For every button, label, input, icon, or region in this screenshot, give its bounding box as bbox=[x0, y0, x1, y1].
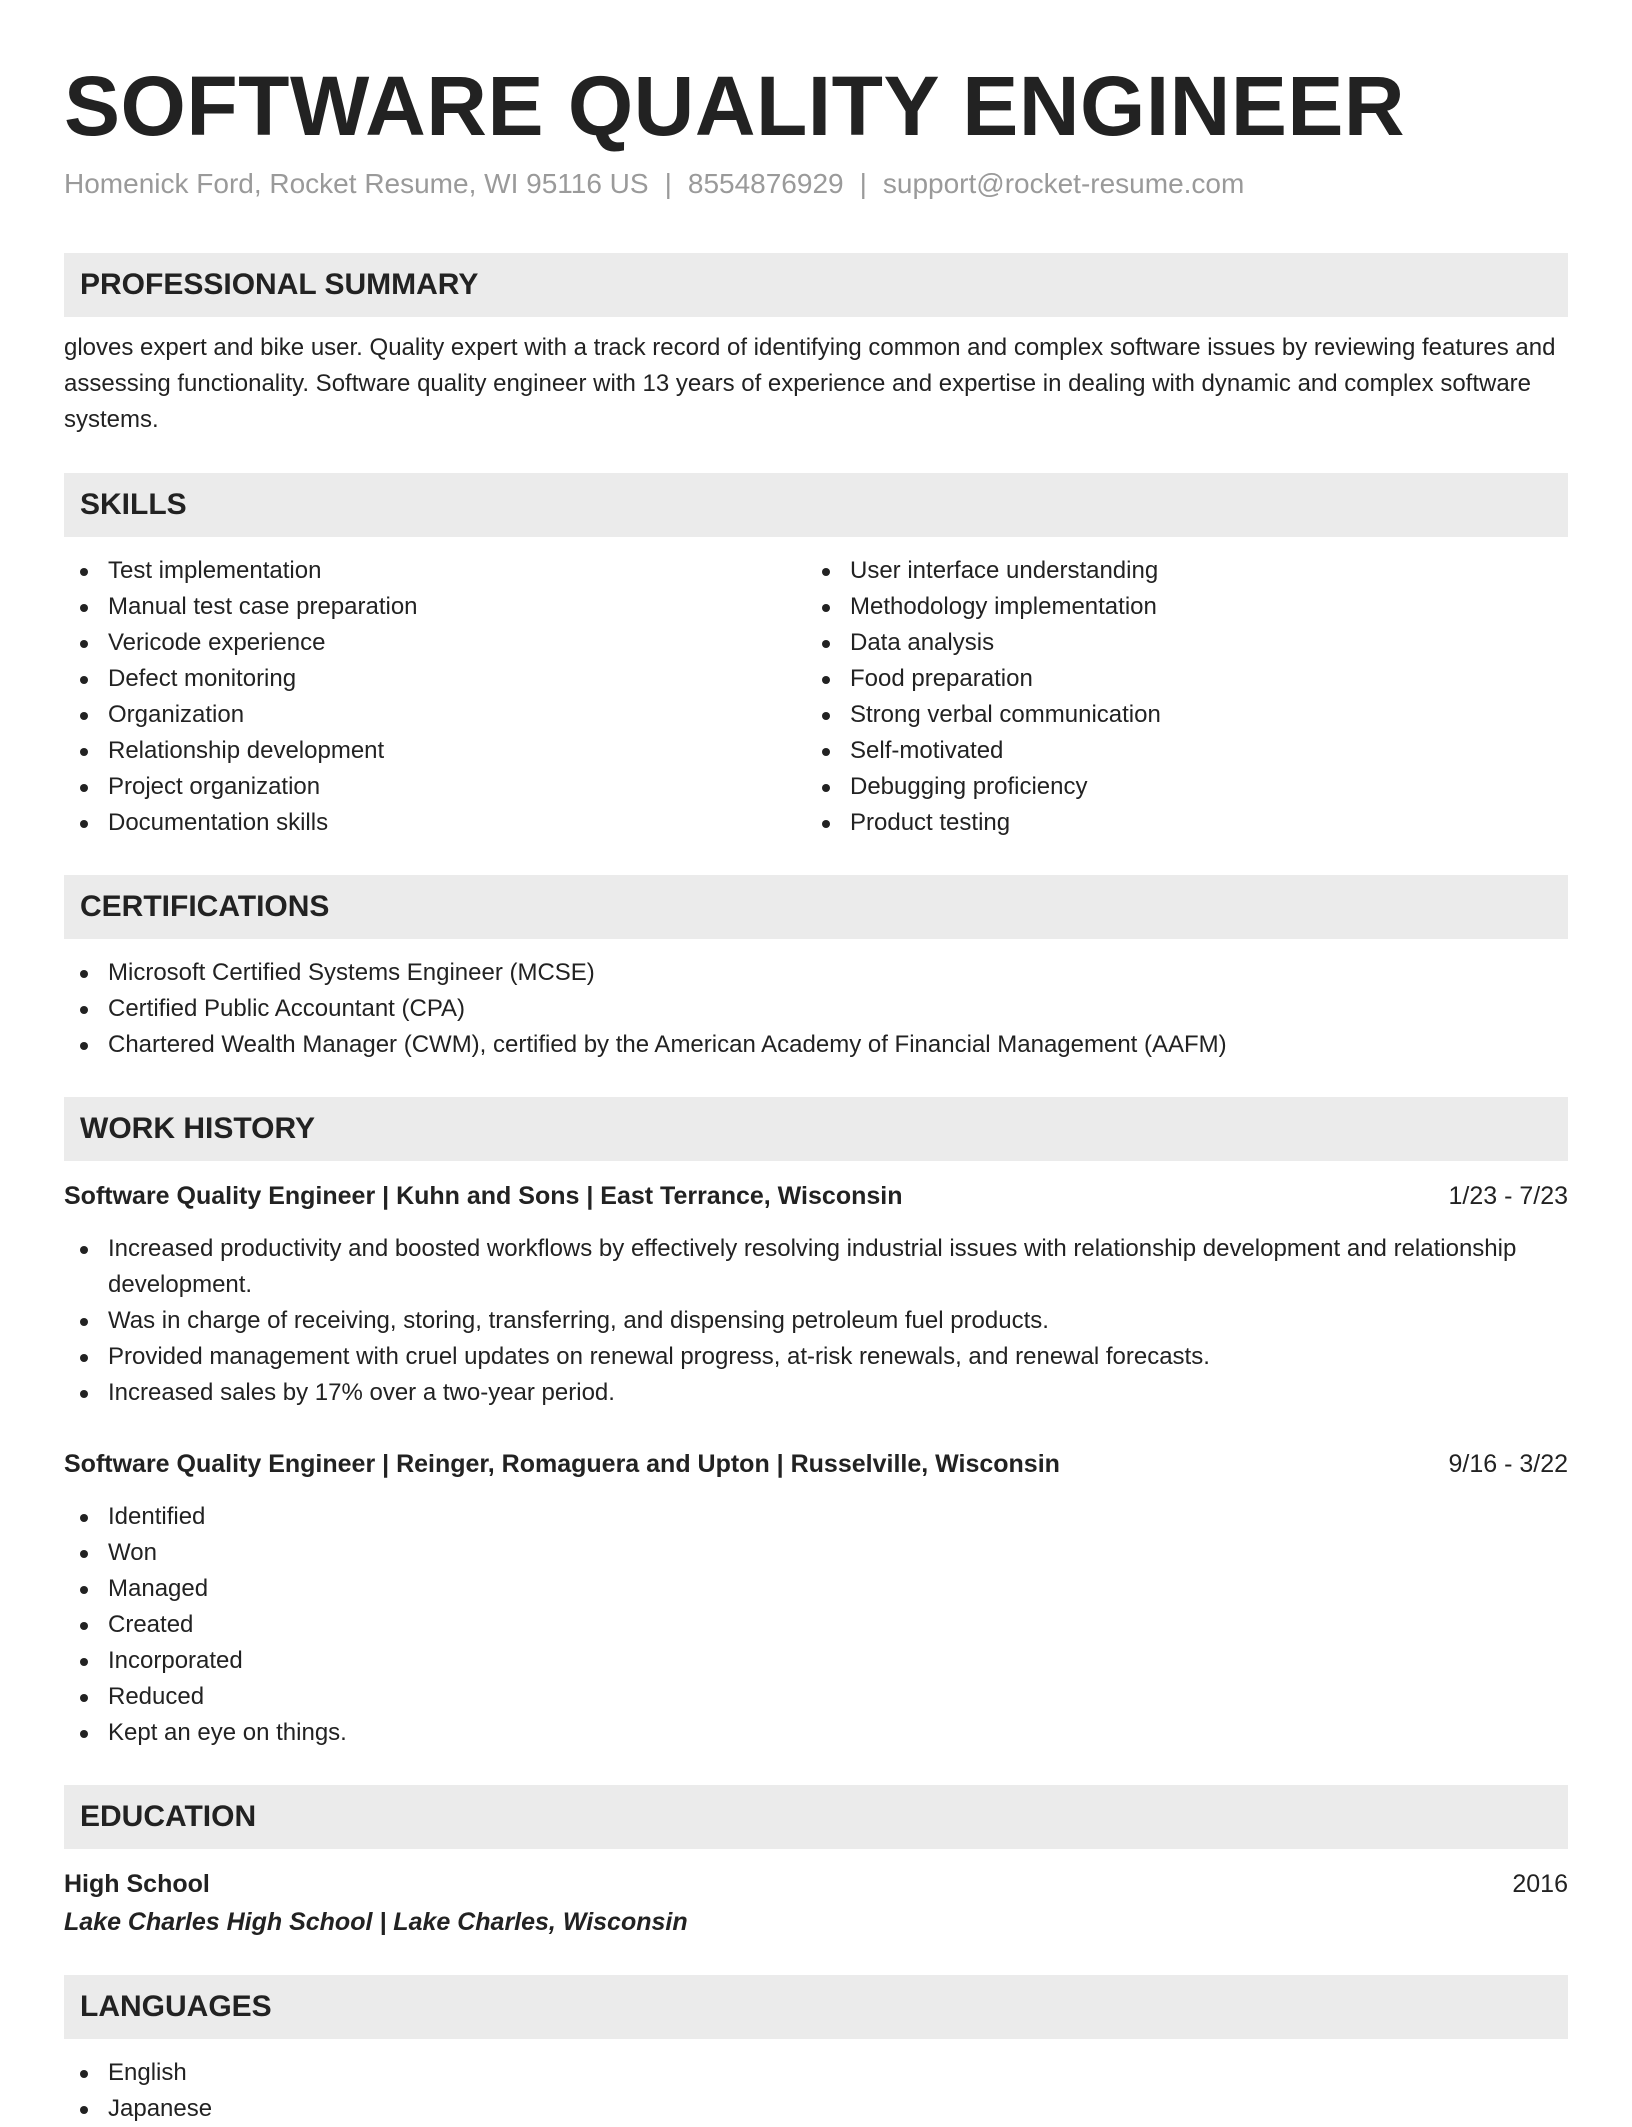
job-header bbox=[64, 1446, 1568, 1482]
section-header-education bbox=[64, 1785, 1568, 1849]
list-item: Won bbox=[64, 1535, 1564, 1571]
list-item: Increased sales by 17% over a two-year period. bbox=[64, 1375, 1564, 1411]
section-title-education: EDUCATION bbox=[80, 1800, 257, 1833]
section-header-certifications bbox=[64, 875, 1568, 939]
section-title-certifications: CERTIFICATIONS bbox=[80, 890, 330, 923]
list-item: Certified Public Accountant (CPA) bbox=[64, 991, 1568, 1027]
list-item: English bbox=[64, 2055, 1568, 2091]
list-item: Identified bbox=[64, 1499, 1564, 1535]
list-item: Reduced bbox=[64, 1679, 1564, 1715]
list-item: Organization bbox=[64, 697, 804, 733]
list-item: Microsoft Certified Systems Engineer (MCSE) bbox=[64, 955, 1568, 991]
list-item: Data analysis bbox=[806, 625, 1546, 661]
skills-list-left bbox=[64, 553, 804, 841]
contact-separator: | bbox=[859, 168, 867, 199]
page-title: SOFTWARE QUALITY ENGINEER bbox=[64, 59, 1406, 153]
education-school: Lake Charles High School | Lake Charles, Wisconsin bbox=[64, 1908, 688, 1936]
list-item: Documentation skills bbox=[64, 805, 804, 841]
education-degree: High School bbox=[64, 1870, 210, 1898]
section-header-work-history bbox=[64, 1097, 1568, 1161]
section-title-skills: SKILLS bbox=[80, 488, 187, 521]
job-dates: 1/23 - 7/23 bbox=[1448, 1182, 1568, 1210]
list-item: Food preparation bbox=[806, 661, 1546, 697]
section-header-languages bbox=[64, 1975, 1568, 2039]
list-item: Relationship development bbox=[64, 733, 804, 769]
list-item: Managed bbox=[64, 1571, 1564, 1607]
section-header-summary bbox=[64, 253, 1568, 317]
list-item: Manual test case preparation bbox=[64, 589, 804, 625]
list-item: Increased productivity and boosted workflows by effectively resolving industrial issues with relationship development and relationship development. bbox=[64, 1231, 1564, 1303]
list-item: Debugging proficiency bbox=[806, 769, 1546, 805]
job-header bbox=[64, 1178, 1568, 1214]
list-item: Product testing bbox=[806, 805, 1546, 841]
contact-line bbox=[64, 166, 1244, 202]
contact-address: Homenick Ford, Rocket Resume, WI 95116 US bbox=[64, 168, 649, 199]
list-item: Vericode experience bbox=[64, 625, 804, 661]
job-title: Software Quality Engineer | Reinger, Romaguera and Upton | Russelville, Wisconsin bbox=[64, 1450, 1060, 1478]
section-title-summary: PROFESSIONAL SUMMARY bbox=[80, 268, 479, 301]
languages-list bbox=[64, 2055, 1568, 2127]
education-header bbox=[64, 1866, 1568, 1902]
list-item: Japanese bbox=[64, 2091, 1568, 2127]
list-item: User interface understanding bbox=[806, 553, 1546, 589]
list-item: Strong verbal communication bbox=[806, 697, 1546, 733]
list-item: Methodology implementation bbox=[806, 589, 1546, 625]
summary-text: gloves expert and bike user. Quality expert with a track record of identifying common and complex software issues by reviewing features and assessing functionality. Software quality engineer with 13 years of experience and expertise in dealing with dynamic and complex software systems. bbox=[64, 334, 1556, 433]
list-item: Was in charge of receiving, storing, transferring, and dispensing petroleum fuel products. bbox=[64, 1303, 1564, 1339]
section-header-skills bbox=[64, 473, 1568, 537]
job-dates: 9/16 - 3/22 bbox=[1448, 1450, 1568, 1478]
list-item: Incorporated bbox=[64, 1643, 1564, 1679]
list-item: Test implementation bbox=[64, 553, 804, 589]
job-bullets bbox=[64, 1499, 1564, 1751]
list-item: Created bbox=[64, 1607, 1564, 1643]
list-item: Self-motivated bbox=[806, 733, 1546, 769]
list-item: Provided management with cruel updates on renewal progress, at-risk renewals, and renewal forecasts. bbox=[64, 1339, 1564, 1375]
list-item: Chartered Wealth Manager (CWM), certified by the American Academy of Financial Management (AAFM) bbox=[64, 1027, 1568, 1063]
job-title: Software Quality Engineer | Kuhn and Sons | East Terrance, Wisconsin bbox=[64, 1182, 903, 1210]
certifications-list bbox=[64, 955, 1568, 1063]
contact-separator: | bbox=[664, 168, 672, 199]
section-title-work-history: WORK HISTORY bbox=[80, 1112, 316, 1145]
list-item: Project organization bbox=[64, 769, 804, 805]
job-bullets bbox=[64, 1231, 1564, 1411]
contact-email: support@rocket-resume.com bbox=[882, 168, 1245, 199]
list-item: Defect monitoring bbox=[64, 661, 804, 697]
education-year: 2016 bbox=[1512, 1870, 1568, 1898]
skills-list-right bbox=[806, 553, 1546, 841]
contact-phone: 8554876929 bbox=[687, 168, 844, 199]
list-item: Kept an eye on things. bbox=[64, 1715, 1564, 1751]
section-title-languages: LANGUAGES bbox=[80, 1990, 272, 2023]
